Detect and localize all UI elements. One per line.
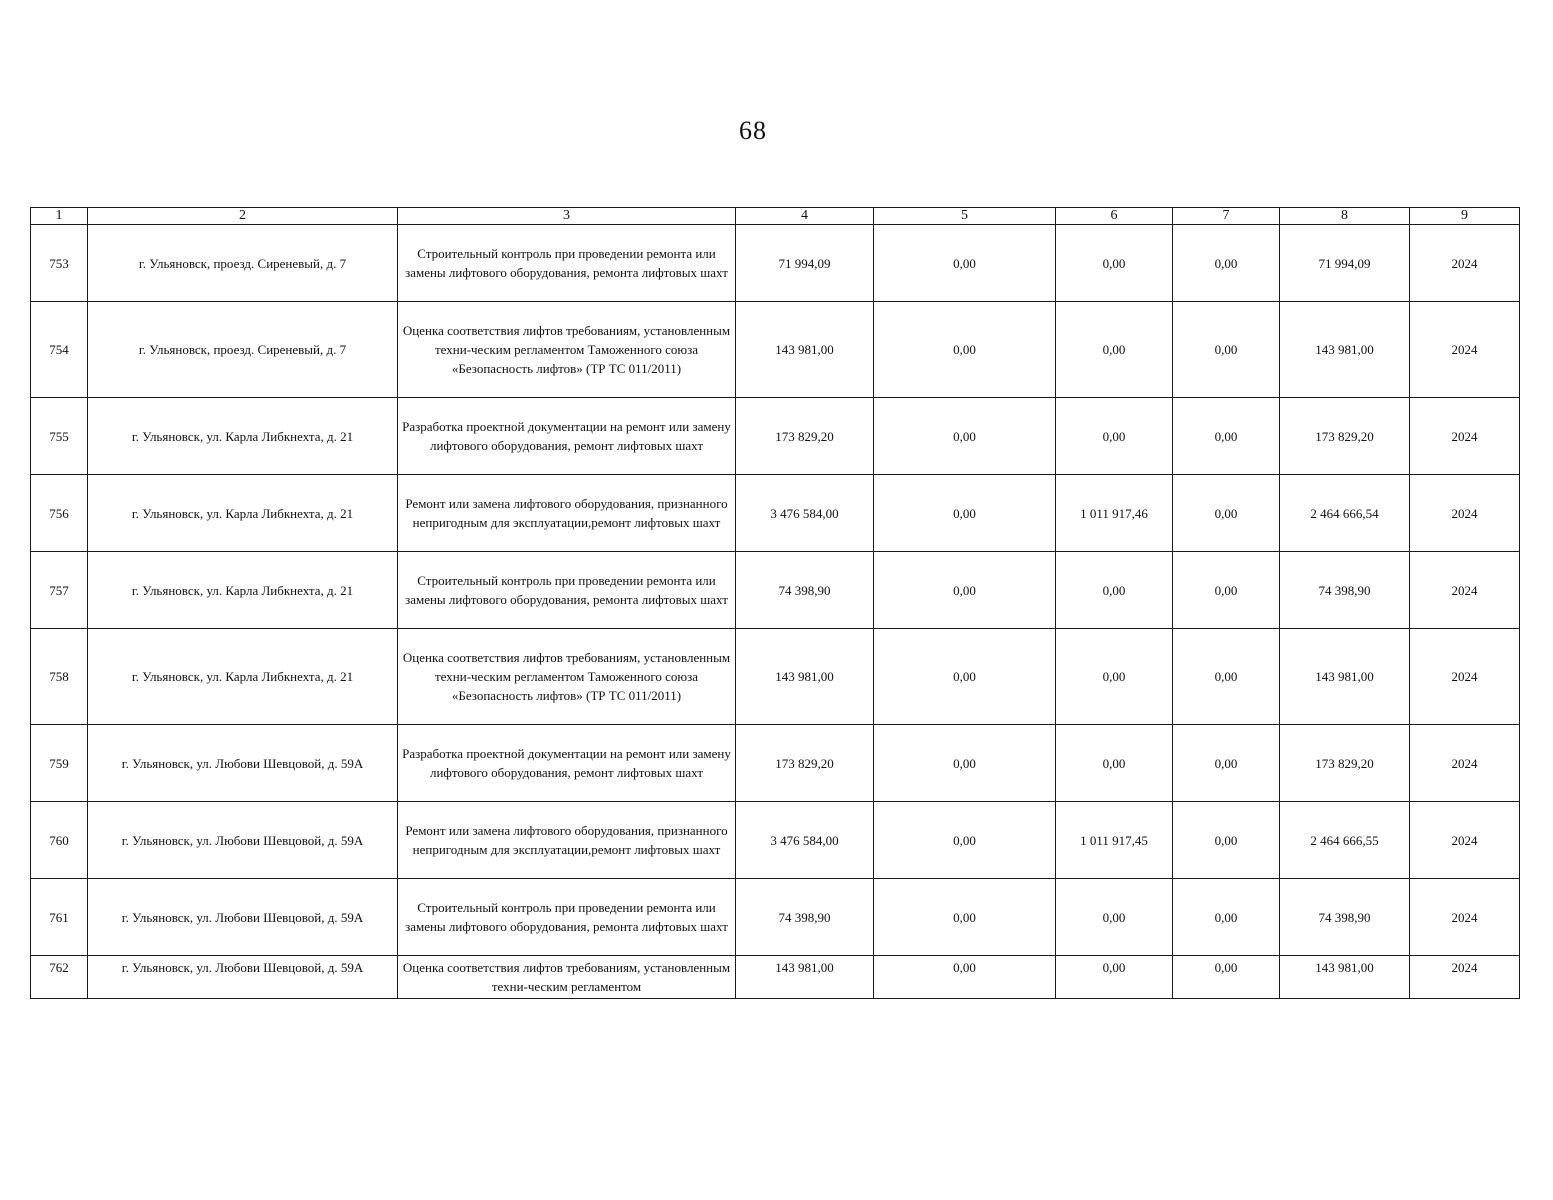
address-cell: г. Ульяновск, ул. Карла Либкнехта, д. 21 — [88, 398, 398, 475]
total-cost-cell: 3 476 584,00 — [736, 475, 874, 552]
table-row — [31, 225, 1520, 302]
row-number: 759 — [31, 725, 88, 802]
column-header: 4 — [736, 208, 874, 225]
work-type-cell: Ремонт или замена лифтового оборудования, признанного непригодным для эксплуатации,ремонт лифтовых шахт — [398, 802, 736, 879]
table-row — [31, 725, 1520, 802]
year-cell: 2024 — [1410, 398, 1520, 475]
address-cell: г. Ульяновск, проезд. Сиреневый, д. 7 — [88, 302, 398, 398]
value-cell: 0,00 — [874, 552, 1056, 629]
value-cell: 1 011 917,46 — [1056, 475, 1173, 552]
value-cell: 0,00 — [874, 302, 1056, 398]
address-cell: г. Ульяновск, ул. Карла Либкнехта, д. 21 — [88, 629, 398, 725]
value-cell: 1 011 917,45 — [1056, 802, 1173, 879]
total-cost-cell: 143 981,00 — [736, 629, 874, 725]
year-cell: 2024 — [1410, 629, 1520, 725]
repair-schedule-table — [30, 207, 1520, 999]
row-number: 755 — [31, 398, 88, 475]
work-type-cell: Оценка соответствия лифтов требованиям, установленным техни-ческим регламентом Таможенного союза «Безопасность лифтов» (ТР ТС 011/2011) — [398, 629, 736, 725]
total-cost-cell: 173 829,20 — [736, 725, 874, 802]
page-number: 68 — [739, 116, 767, 145]
row-number: 760 — [31, 802, 88, 879]
work-type-cell: Оценка соответствия лифтов требованиям, установленным техни-ческим регламентом Таможенного союза «Безопасность лифтов» (ТР ТС 011/2011) — [398, 302, 736, 398]
column-number-row — [31, 208, 1520, 225]
column-header: 2 — [88, 208, 398, 225]
value-cell: 0,00 — [1056, 552, 1173, 629]
column-header: 8 — [1280, 208, 1410, 225]
value-cell: 74 398,90 — [1280, 552, 1410, 629]
table-row — [31, 398, 1520, 475]
work-type-cell: Строительный контроль при проведении ремонта или замены лифтового оборудования, ремонта лифтовых шахт — [398, 879, 736, 956]
value-cell: 0,00 — [874, 225, 1056, 302]
row-number: 754 — [31, 302, 88, 398]
table-row — [31, 879, 1520, 956]
value-cell: 71 994,09 — [1280, 225, 1410, 302]
year-cell: 2024 — [1410, 475, 1520, 552]
year-cell: 2024 — [1410, 225, 1520, 302]
address-cell: г. Ульяновск, ул. Карла Либкнехта, д. 21 — [88, 475, 398, 552]
value-cell: 0,00 — [874, 475, 1056, 552]
value-cell: 0,00 — [874, 398, 1056, 475]
value-cell: 143 981,00 — [1280, 629, 1410, 725]
value-cell: 173 829,20 — [1280, 725, 1410, 802]
value-cell: 0,00 — [1056, 629, 1173, 725]
value-cell: 0,00 — [1173, 879, 1280, 956]
value-cell: 74 398,90 — [1280, 879, 1410, 956]
value-cell: 173 829,20 — [1280, 398, 1410, 475]
row-number: 756 — [31, 475, 88, 552]
value-cell: 2 464 666,55 — [1280, 802, 1410, 879]
row-number: 762 — [31, 956, 88, 999]
total-cost-cell: 74 398,90 — [736, 552, 874, 629]
year-cell: 2024 — [1410, 879, 1520, 956]
work-type-cell: Оценка соответствия лифтов требованиям, установленным техни-ческим регламентом — [398, 956, 736, 999]
table-row — [31, 552, 1520, 629]
table-row — [31, 802, 1520, 879]
value-cell: 0,00 — [1056, 225, 1173, 302]
value-cell: 0,00 — [1056, 398, 1173, 475]
value-cell: 0,00 — [1173, 725, 1280, 802]
total-cost-cell: 71 994,09 — [736, 225, 874, 302]
value-cell: 143 981,00 — [1280, 956, 1410, 999]
work-type-cell: Разработка проектной документации на ремонт или замену лифтового оборудования, ремонт лифтовых шахт — [398, 398, 736, 475]
value-cell: 0,00 — [874, 725, 1056, 802]
address-cell: г. Ульяновск, ул. Карла Либкнехта, д. 21 — [88, 552, 398, 629]
total-cost-cell: 143 981,00 — [736, 956, 874, 999]
value-cell: 2 464 666,54 — [1280, 475, 1410, 552]
value-cell: 0,00 — [874, 629, 1056, 725]
value-cell: 0,00 — [1173, 475, 1280, 552]
value-cell: 0,00 — [874, 956, 1056, 999]
row-number: 757 — [31, 552, 88, 629]
work-type-cell: Строительный контроль при проведении ремонта или замены лифтового оборудования, ремонта лифтовых шахт — [398, 552, 736, 629]
column-header: 9 — [1410, 208, 1520, 225]
value-cell: 0,00 — [874, 802, 1056, 879]
work-type-cell: Строительный контроль при проведении ремонта или замены лифтового оборудования, ремонта лифтовых шахт — [398, 225, 736, 302]
value-cell: 0,00 — [1173, 629, 1280, 725]
year-cell: 2024 — [1410, 956, 1520, 999]
value-cell: 0,00 — [1056, 956, 1173, 999]
row-number: 758 — [31, 629, 88, 725]
table-row — [31, 475, 1520, 552]
column-header: 1 — [31, 208, 88, 225]
address-cell: г. Ульяновск, ул. Любови Шевцовой, д. 59А — [88, 725, 398, 802]
value-cell: 0,00 — [1173, 802, 1280, 879]
column-header: 5 — [874, 208, 1056, 225]
column-header: 3 — [398, 208, 736, 225]
table-row — [31, 956, 1520, 999]
year-cell: 2024 — [1410, 725, 1520, 802]
value-cell: 0,00 — [1056, 302, 1173, 398]
work-type-cell: Разработка проектной документации на ремонт или замену лифтового оборудования, ремонт лифтовых шахт — [398, 725, 736, 802]
total-cost-cell: 173 829,20 — [736, 398, 874, 475]
total-cost-cell: 74 398,90 — [736, 879, 874, 956]
total-cost-cell: 143 981,00 — [736, 302, 874, 398]
value-cell: 0,00 — [1173, 552, 1280, 629]
address-cell: г. Ульяновск, ул. Любови Шевцовой, д. 59А — [88, 879, 398, 956]
table-row — [31, 629, 1520, 725]
total-cost-cell: 3 476 584,00 — [736, 802, 874, 879]
year-cell: 2024 — [1410, 302, 1520, 398]
value-cell: 0,00 — [1173, 398, 1280, 475]
row-number: 753 — [31, 225, 88, 302]
value-cell: 0,00 — [874, 879, 1056, 956]
column-header: 7 — [1173, 208, 1280, 225]
column-header: 6 — [1056, 208, 1173, 225]
value-cell: 0,00 — [1173, 225, 1280, 302]
work-type-cell: Ремонт или замена лифтового оборудования, признанного непригодным для эксплуатации,ремонт лифтовых шахт — [398, 475, 736, 552]
year-cell: 2024 — [1410, 552, 1520, 629]
row-number: 761 — [31, 879, 88, 956]
address-cell: г. Ульяновск, проезд. Сиреневый, д. 7 — [88, 225, 398, 302]
value-cell: 143 981,00 — [1280, 302, 1410, 398]
address-cell: г. Ульяновск, ул. Любови Шевцовой, д. 59А — [88, 802, 398, 879]
value-cell: 0,00 — [1056, 725, 1173, 802]
value-cell: 0,00 — [1056, 879, 1173, 956]
year-cell: 2024 — [1410, 802, 1520, 879]
value-cell: 0,00 — [1173, 956, 1280, 999]
address-cell: г. Ульяновск, ул. Любови Шевцовой, д. 59А — [88, 956, 398, 999]
table-row — [31, 302, 1520, 398]
value-cell: 0,00 — [1173, 302, 1280, 398]
